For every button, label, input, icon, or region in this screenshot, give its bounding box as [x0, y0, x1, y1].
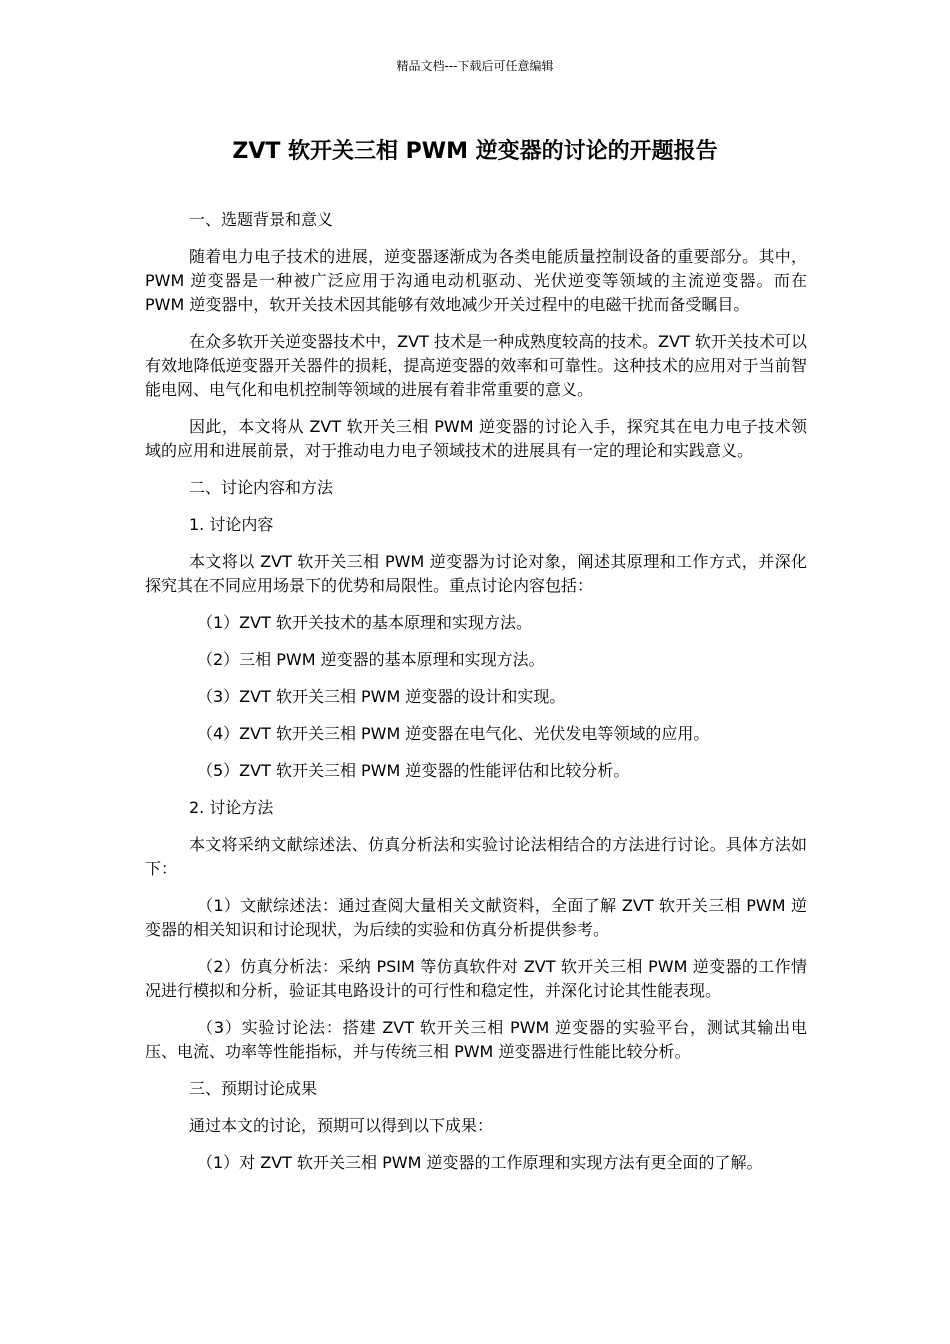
list-item: （1）对 ZVT 软开关三相 PWM 逆变器的工作原理和实现方法有更全面的了解。 [197, 1153, 763, 1172]
body-paragraph: 在众多软开关逆变器技术中，ZVT 技术是一种成熟度较高的技术。ZVT 软开关技术可以有效地降低逆变器开关器件的损耗，提高逆变器的效率和可靠性。这种技术的应用对于当前智能电网、电气化和电机控制等领域的进展有着非常重要的意义。 [145, 332, 807, 399]
list-item: （4）ZVT 软开关三相 PWM 逆变器在电气化、光伏发电等领域的应用。 [197, 724, 710, 743]
section-heading-content-method: 二、讨论内容和方法 [189, 478, 334, 497]
header-note: 精品文档---下载后可任意编辑 [396, 59, 554, 73]
body-paragraph: 通过本文的讨论，预期可以得到以下成果： [189, 1116, 494, 1135]
document-body [145, 208, 807, 1175]
subsection-heading-content: 1. 讨论内容 [189, 515, 274, 534]
list-item: （1）文献综述法：通过查阅大量相关文献资料，全面了解 ZVT 软开关三相 PWM 逆变器的相关知识和讨论现状，为后续的实验和仿真分析提供参考。 [145, 896, 807, 939]
list-item: （2）三相 PWM 逆变器的基本原理和实现方法。 [197, 650, 545, 669]
body-paragraph: 随着电力电子技术的进展，逆变器逐渐成为各类电能质量控制设备的重要部分。其中，PWM 逆变器是一种被广泛应用于沟通电动机驱动、光伏逆变等领域的主流逆变器。而在 PWM 逆变器中，软开关技术因其能够有效地减少开关过程中的电磁干扰而备受瞩目。 [145, 247, 807, 314]
section-heading-background: 一、选题背景和意义 [189, 210, 334, 229]
body-paragraph: 本文将以 ZVT 软开关三相 PWM 逆变器为讨论对象，阐述其原理和工作方式，并深化探究其在不同应用场景下的优势和局限性。重点讨论内容包括： [145, 552, 807, 595]
body-paragraph: 本文将采纳文献综述法、仿真分析法和实验讨论法相结合的方法进行讨论。具体方法如下： [145, 835, 807, 878]
list-item: （2）仿真分析法：采纳 PSIM 等仿真软件对 ZVT 软开关三相 PWM 逆变器的工作情况进行模拟和分析，验证其电路设计的可行性和稳定性，并深化讨论其性能表现。 [145, 957, 807, 1000]
list-item: （5）ZVT 软开关三相 PWM 逆变器的性能评估和比较分析。 [197, 761, 630, 780]
section-heading-expected-results: 三、预期讨论成果 [189, 1079, 318, 1098]
list-item: （3）实验讨论法：搭建 ZVT 软开关三相 PWM 逆变器的实验平台，测试其输出电压、电流、功率等性能指标，并与传统三相 PWM 逆变器进行性能比较分析。 [145, 1018, 807, 1061]
list-item: （1）ZVT 软开关技术的基本原理和实现方法。 [197, 613, 532, 632]
document-title: ZVT 软开关三相 PWM 逆变器的讨论的开题报告 [232, 139, 718, 164]
subsection-heading-method: 2. 讨论方法 [189, 798, 274, 817]
list-item: （3）ZVT 软开关三相 PWM 逆变器的设计和实现。 [197, 687, 566, 706]
body-paragraph: 因此，本文将从 ZVT 软开关三相 PWM 逆变器的讨论入手，探究其在电力电子技术领域的应用和进展前景，对于推动电力电子领域技术的进展具有一定的理论和实践意义。 [145, 417, 807, 460]
